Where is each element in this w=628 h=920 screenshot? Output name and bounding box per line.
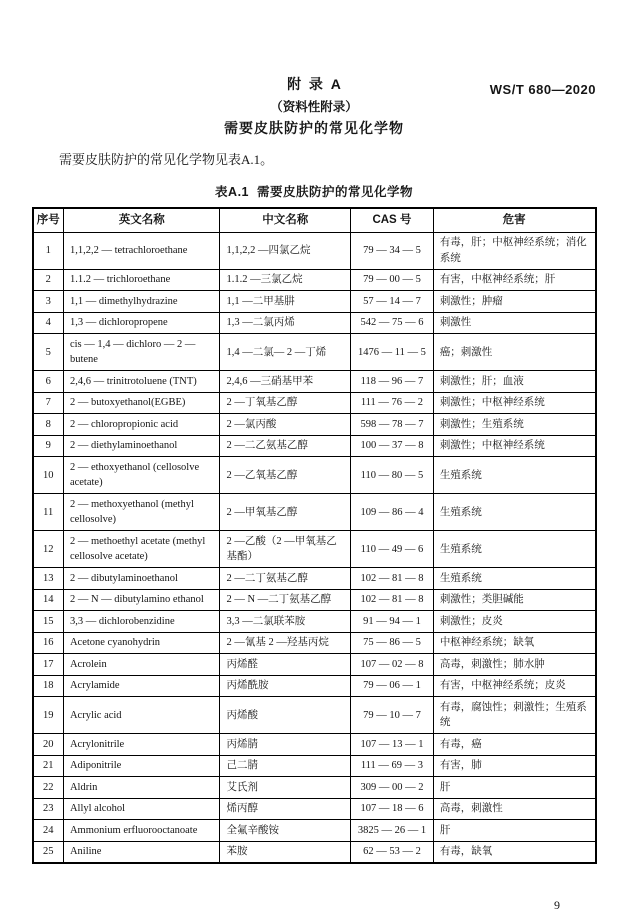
cell-cas-number: 107 — 18 — 6 bbox=[351, 798, 434, 820]
table-row bbox=[33, 632, 596, 654]
cell-chinese-name: 2 — N —二丁氨基乙醇 bbox=[220, 589, 351, 611]
cell-cas-number: 102 — 81 — 8 bbox=[351, 589, 434, 611]
cell-index: 2 bbox=[33, 269, 64, 291]
col-header-chinese-name: 中文名称 bbox=[220, 208, 351, 233]
cell-index: 3 bbox=[33, 291, 64, 313]
cell-english-name: 2 — ethoxyethanol (cellosolve acetate) bbox=[63, 457, 220, 494]
cell-cas-number: 57 — 14 — 7 bbox=[351, 291, 434, 313]
cell-hazard: 有害，肺 bbox=[433, 755, 595, 777]
cell-hazard: 高毒，刺激性 bbox=[433, 798, 595, 820]
cell-cas-number: 91 — 94 — 1 bbox=[351, 611, 434, 633]
cell-hazard: 刺激性；肝；血液 bbox=[433, 371, 595, 393]
cell-english-name: 2 — N — dibutylamino ethanol bbox=[63, 589, 220, 611]
cell-hazard: 有害，中枢神经系统；肝 bbox=[433, 269, 595, 291]
cell-cas-number: 3825 — 26 — 1 bbox=[351, 820, 434, 842]
cell-english-name: 2,4,6 — trinitrotoluene (TNT) bbox=[63, 371, 220, 393]
table-row bbox=[33, 494, 596, 531]
table-row bbox=[33, 777, 596, 799]
cell-index: 9 bbox=[33, 435, 64, 457]
cell-hazard: 中枢神经系统；缺氧 bbox=[433, 632, 595, 654]
cell-cas-number: 542 — 75 — 6 bbox=[351, 312, 434, 334]
table-row bbox=[33, 734, 596, 756]
cell-hazard: 刺激性；中枢神经系统 bbox=[433, 435, 595, 457]
cell-cas-number: 111 — 69 — 3 bbox=[351, 755, 434, 777]
cell-cas-number: 79 — 34 — 5 bbox=[351, 232, 434, 269]
table-row bbox=[33, 697, 596, 734]
cell-index: 5 bbox=[33, 334, 64, 371]
cell-chinese-name: 2 —二乙氨基乙醇 bbox=[220, 435, 351, 457]
table-row bbox=[33, 531, 596, 568]
cell-english-name: Acrolein bbox=[63, 654, 220, 676]
cell-english-name: Acetone cyanohydrin bbox=[63, 632, 220, 654]
table-row bbox=[33, 392, 596, 414]
col-header-hazard: 危害 bbox=[433, 208, 595, 233]
table-header-row bbox=[33, 208, 596, 233]
cell-index: 11 bbox=[33, 494, 64, 531]
cell-index: 25 bbox=[33, 841, 64, 863]
cell-english-name: 2 — chloropropionic acid bbox=[63, 414, 220, 436]
cell-english-name: Acrylic acid bbox=[63, 697, 220, 734]
table-row bbox=[33, 435, 596, 457]
table-row bbox=[33, 654, 596, 676]
cell-english-name: 2 — butoxyethanol(EGBE) bbox=[63, 392, 220, 414]
appendix-heading: 需要皮肤防护的常见化学物 bbox=[224, 120, 404, 136]
cell-hazard: 刺激性；类胆碱能 bbox=[433, 589, 595, 611]
cell-index: 24 bbox=[33, 820, 64, 842]
cell-hazard: 生殖系统 bbox=[433, 568, 595, 590]
cell-hazard: 刺激性；肿瘤 bbox=[433, 291, 595, 313]
cell-english-name: Ammonium erfluorooctanoate bbox=[63, 820, 220, 842]
cell-hazard: 癌；刺激性 bbox=[433, 334, 595, 371]
table-row bbox=[33, 798, 596, 820]
cell-english-name: 2 — methoethyl acetate (methyl cellosolve acetate) bbox=[63, 531, 220, 568]
cell-chinese-name: 1,3 —二氯丙烯 bbox=[220, 312, 351, 334]
cell-english-name: 1,1,2,2 — tetrachloroethane bbox=[63, 232, 220, 269]
cell-hazard: 高毒，刺激性；肺水肿 bbox=[433, 654, 595, 676]
cell-english-name: Aldrin bbox=[63, 777, 220, 799]
cell-hazard: 有毒，肝；中枢神经系统；消化系统 bbox=[433, 232, 595, 269]
cell-cas-number: 598 — 78 — 7 bbox=[351, 414, 434, 436]
cell-hazard: 肝 bbox=[433, 820, 595, 842]
table-body bbox=[33, 232, 596, 863]
doc-number: WS/T 680—2020 bbox=[489, 82, 596, 97]
cell-chinese-name: 艾氏剂 bbox=[220, 777, 351, 799]
table-caption: 表A.1 需要皮肤防护的常见化学物 bbox=[215, 184, 413, 199]
cell-chinese-name: 2 —二丁氨基乙醇 bbox=[220, 568, 351, 590]
cell-english-name: 2 — methoxyethanol (methyl cellosolve) bbox=[63, 494, 220, 531]
cell-chinese-name: 丙烯腈 bbox=[220, 734, 351, 756]
cell-hazard: 有毒，腐蚀性；刺激性；生殖系统 bbox=[433, 697, 595, 734]
cell-index: 8 bbox=[33, 414, 64, 436]
cell-hazard: 刺激性 bbox=[433, 312, 595, 334]
cell-english-name: Adiponitrile bbox=[63, 755, 220, 777]
cell-cas-number: 100 — 37 — 8 bbox=[351, 435, 434, 457]
cell-english-name: 2 — dibutylaminoethanol bbox=[63, 568, 220, 590]
cell-index: 20 bbox=[33, 734, 64, 756]
cell-hazard: 刺激性；中枢神经系统 bbox=[433, 392, 595, 414]
table-row bbox=[33, 312, 596, 334]
cell-chinese-name: 2 —氯丙酸 bbox=[220, 414, 351, 436]
cell-cas-number: 102 — 81 — 8 bbox=[351, 568, 434, 590]
cell-cas-number: 107 — 02 — 8 bbox=[351, 654, 434, 676]
cell-chinese-name: 1.1.2 —三氯乙烷 bbox=[220, 269, 351, 291]
cell-index: 19 bbox=[33, 697, 64, 734]
cell-chinese-name: 苯胺 bbox=[220, 841, 351, 863]
cell-english-name: 2 — diethylaminoethanol bbox=[63, 435, 220, 457]
cell-english-name: Aniline bbox=[63, 841, 220, 863]
cell-hazard: 有毒，癌 bbox=[433, 734, 595, 756]
cell-english-name: Acrylamide bbox=[63, 675, 220, 697]
cell-hazard: 生殖系统 bbox=[433, 531, 595, 568]
table-row bbox=[33, 755, 596, 777]
cell-chinese-name: 己二腈 bbox=[220, 755, 351, 777]
table-row bbox=[33, 820, 596, 842]
cell-cas-number: 109 — 86 — 4 bbox=[351, 494, 434, 531]
cell-cas-number: 107 — 13 — 1 bbox=[351, 734, 434, 756]
cell-index: 10 bbox=[33, 457, 64, 494]
cell-cas-number: 118 — 96 — 7 bbox=[351, 371, 434, 393]
col-header-english-name: 英文名称 bbox=[63, 208, 220, 233]
cell-index: 22 bbox=[33, 777, 64, 799]
table-row bbox=[33, 589, 596, 611]
cell-hazard: 有害，中枢神经系统；皮炎 bbox=[433, 675, 595, 697]
cell-hazard: 生殖系统 bbox=[433, 494, 595, 531]
cell-index: 21 bbox=[33, 755, 64, 777]
cell-index: 7 bbox=[33, 392, 64, 414]
table-row bbox=[33, 841, 596, 863]
cell-cas-number: 309 — 00 — 2 bbox=[351, 777, 434, 799]
cell-chinese-name: 2 —乙酸（2 —甲氧基乙基酯） bbox=[220, 531, 351, 568]
cell-chinese-name: 2,4,6 —三硝基甲苯 bbox=[220, 371, 351, 393]
cell-chinese-name: 1,4 —二氯— 2 —丁烯 bbox=[220, 334, 351, 371]
cell-cas-number: 79 — 00 — 5 bbox=[351, 269, 434, 291]
cell-chinese-name: 2 —氰基 2 —羟基丙烷 bbox=[220, 632, 351, 654]
cell-index: 16 bbox=[33, 632, 64, 654]
cell-chinese-name: 1,1 —二甲基肼 bbox=[220, 291, 351, 313]
cell-index: 13 bbox=[33, 568, 64, 590]
cell-hazard: 有毒，缺氧 bbox=[433, 841, 595, 863]
table-row bbox=[33, 414, 596, 436]
cell-index: 14 bbox=[33, 589, 64, 611]
cell-chinese-name: 丙烯醛 bbox=[220, 654, 351, 676]
cell-hazard: 刺激性；生殖系统 bbox=[433, 414, 595, 436]
table-row bbox=[33, 611, 596, 633]
cell-cas-number: 75 — 86 — 5 bbox=[351, 632, 434, 654]
table-row bbox=[33, 457, 596, 494]
intro-paragraph: 需要皮肤防护的常见化学物见表A.1。 bbox=[59, 152, 274, 167]
chemicals-table bbox=[32, 207, 597, 865]
cell-cas-number: 79 — 06 — 1 bbox=[351, 675, 434, 697]
cell-chinese-name: 1,1,2,2 —四氯乙烷 bbox=[220, 232, 351, 269]
cell-chinese-name: 2 —乙氧基乙醇 bbox=[220, 457, 351, 494]
cell-cas-number: 111 — 76 — 2 bbox=[351, 392, 434, 414]
cell-index: 1 bbox=[33, 232, 64, 269]
cell-english-name: 3,3 — dichlorobenzidine bbox=[63, 611, 220, 633]
cell-chinese-name: 2 —丁氧基乙醇 bbox=[220, 392, 351, 414]
table-row bbox=[33, 371, 596, 393]
cell-index: 4 bbox=[33, 312, 64, 334]
cell-chinese-name: 全氟辛酸铵 bbox=[220, 820, 351, 842]
table-row bbox=[33, 269, 596, 291]
appendix-title: 附 录 A bbox=[287, 76, 341, 92]
cell-index: 17 bbox=[33, 654, 64, 676]
table-row bbox=[33, 334, 596, 371]
document-page bbox=[0, 74, 628, 920]
cell-hazard: 刺激性；皮炎 bbox=[433, 611, 595, 633]
cell-english-name: Acrylonitrile bbox=[63, 734, 220, 756]
table-row bbox=[33, 568, 596, 590]
col-header-index: 序号 bbox=[33, 208, 64, 233]
cell-index: 23 bbox=[33, 798, 64, 820]
cell-english-name: 1,1 — dimethylhydrazine bbox=[63, 291, 220, 313]
cell-hazard: 生殖系统 bbox=[433, 457, 595, 494]
cell-chinese-name: 丙烯酸 bbox=[220, 697, 351, 734]
cell-english-name: 1,3 — dichloropropene bbox=[63, 312, 220, 334]
cell-english-name: 1.1.2 — trichloroethane bbox=[63, 269, 220, 291]
cell-cas-number: 1476 — 11 — 5 bbox=[351, 334, 434, 371]
cell-cas-number: 79 — 10 — 7 bbox=[351, 697, 434, 734]
cell-hazard: 肝 bbox=[433, 777, 595, 799]
cell-index: 18 bbox=[33, 675, 64, 697]
table-row bbox=[33, 291, 596, 313]
page-number: 9 bbox=[554, 898, 560, 912]
cell-chinese-name: 3,3 —二氯联苯胺 bbox=[220, 611, 351, 633]
col-header-cas-number: CAS 号 bbox=[351, 208, 434, 233]
cell-cas-number: 110 — 49 — 6 bbox=[351, 531, 434, 568]
cell-chinese-name: 丙烯酰胺 bbox=[220, 675, 351, 697]
table-row bbox=[33, 232, 596, 269]
cell-chinese-name: 2 —甲氧基乙醇 bbox=[220, 494, 351, 531]
cell-cas-number: 62 — 53 — 2 bbox=[351, 841, 434, 863]
cell-index: 15 bbox=[33, 611, 64, 633]
table-row bbox=[33, 675, 596, 697]
cell-cas-number: 110 — 80 — 5 bbox=[351, 457, 434, 494]
cell-chinese-name: 烯丙醇 bbox=[220, 798, 351, 820]
cell-index: 6 bbox=[33, 371, 64, 393]
cell-english-name: cis — 1,4 — dichloro — 2 — butene bbox=[63, 334, 220, 371]
cell-index: 12 bbox=[33, 531, 64, 568]
cell-english-name: Allyl alcohol bbox=[63, 798, 220, 820]
appendix-subtitle: （资料性附录） bbox=[270, 100, 358, 114]
